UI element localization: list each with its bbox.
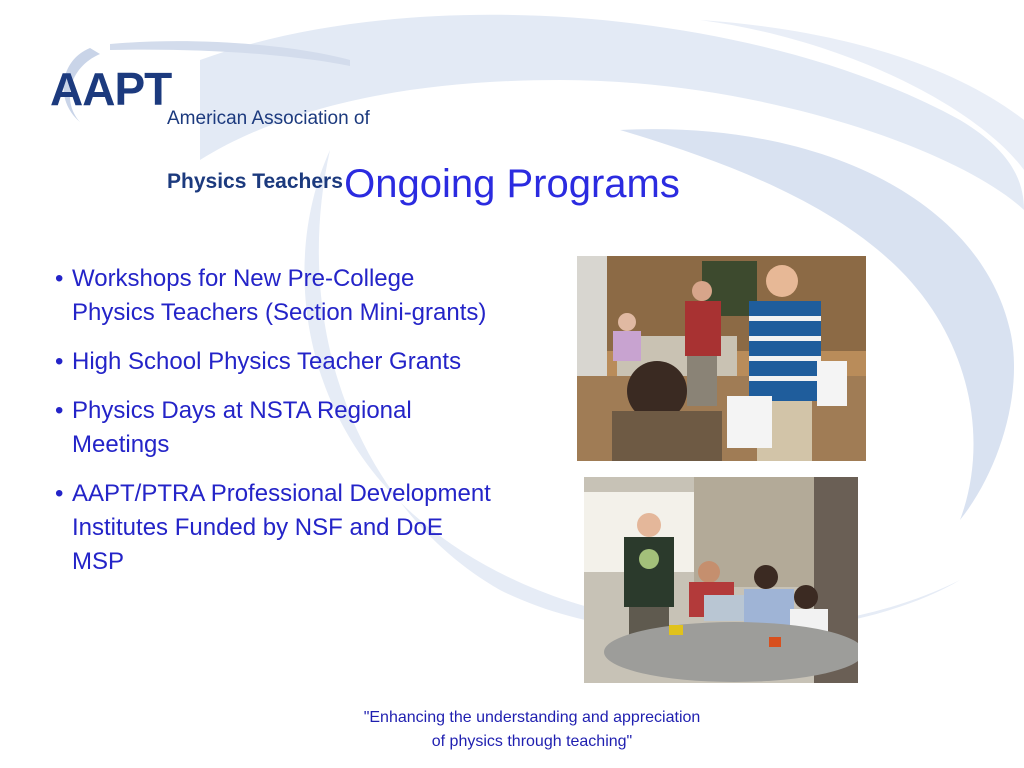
logo-name-line2: Physics Teachers: [167, 170, 343, 193]
logo-name-line1: American Association of: [167, 108, 370, 129]
aapt-logo: [50, 40, 370, 193]
bullet-item: • Physics Days at NSTA Regional Meetings: [55, 394, 495, 462]
workshop-certificate-photo: [577, 256, 866, 461]
bullet-item: • High School Physics Teacher Grants: [55, 345, 495, 379]
tagline: [300, 706, 764, 754]
tagline-line2: of physics through teaching": [431, 733, 633, 750]
logo-acronym: AAPT: [50, 63, 172, 115]
tagline-line1: "Enhancing the understanding and appreciation: [363, 709, 701, 726]
lab-table-photo: [584, 477, 858, 683]
slide-title: Ongoing Programs: [344, 162, 680, 206]
bullet-item: • AAPT/PTRA Professional Development Institutes Funded by NSF and DoE MSP: [55, 477, 495, 579]
bullet-item: • Workshops for New Pre-College Physics Teachers (Section Mini-grants): [55, 262, 495, 330]
logo-full-name: [167, 66, 370, 234]
bullet-list: [55, 262, 495, 594]
